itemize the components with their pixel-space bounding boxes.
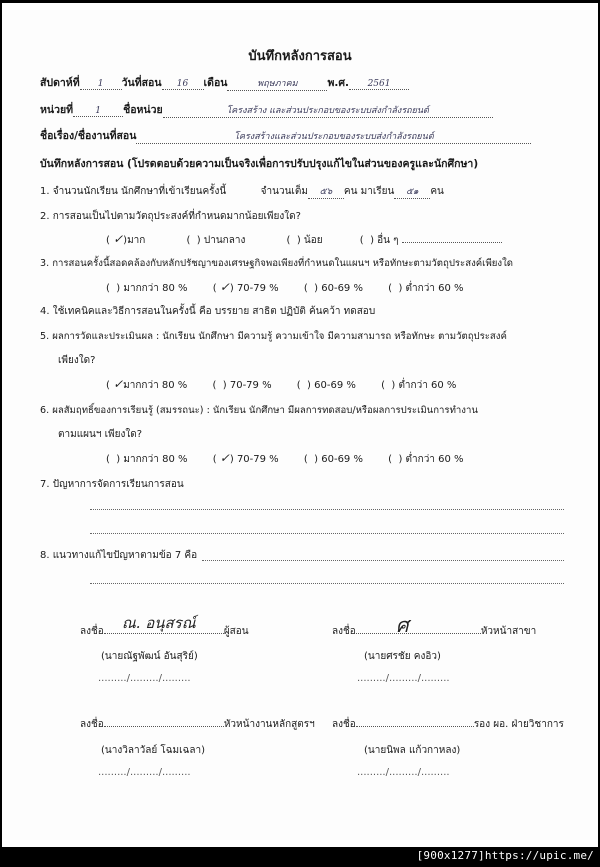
- q3-option-over80[interactable]: ( ) มากกว่า 80 %: [106, 283, 188, 294]
- q6-options: [106, 451, 486, 467]
- q7-text: 7. ปัญหาการจัดการเรียนการสอน: [40, 479, 184, 490]
- q8-answer-line-2[interactable]: [90, 583, 564, 584]
- unit-no-label: หน่วยที่: [40, 104, 74, 116]
- q7-answer-line-1[interactable]: [90, 509, 564, 510]
- curriculum-head-date[interactable]: ........./........./.........: [98, 767, 191, 778]
- q4-text: 4. ใช้เทคนิคและวิธีการสอนในครั้งนี้ คือ บรรยาย สาธิต ปฏิบัติ ค้นคว้า ทดสอบ: [40, 306, 376, 317]
- q1-full-value: ๕๖: [308, 184, 344, 199]
- unit-name-value: โครงสร้าง และส่วนประกอบของระบบส่งกำลังรถยนต์: [163, 103, 493, 118]
- q1-unit-2: คน: [430, 186, 444, 197]
- q6-option-over80[interactable]: ( ) มากกว่า 80 %: [106, 454, 188, 465]
- q6-option-70-79[interactable]: ( ✓) 70-79 %: [212, 451, 279, 465]
- q1-present-label: มาเรียน: [360, 186, 395, 197]
- q1-text: 1. จำนวนนักเรียน นักศึกษาที่เข้าเรียนครั้งนี้: [40, 186, 227, 197]
- q5-text: 5. ผลการวัดและประเมินผล : นักเรียน นักศึกษา มีความรู้ ความเข้าใจ มีความสามารถ หรือทักษะ ตามวัตถุประสงค์: [40, 331, 507, 342]
- deputy-director-name: (นายนิพล แก้วกาหลง): [364, 745, 461, 756]
- q2-options: [106, 232, 524, 248]
- q2-option-much[interactable]: ( ✓)มาก: [106, 232, 146, 246]
- year-value: 2561: [349, 79, 409, 90]
- section-heading: บันทึกหลังการสอน (โปรดตอบด้วยความเป็นจริงเพื่อการปรับปรุงแก้ไขในส่วนของครูและนักศึกษา): [40, 158, 479, 170]
- q5-option-under60[interactable]: ( ) ต่ำกว่า 60 %: [381, 380, 457, 391]
- q5-option-over80[interactable]: ( ✓มากกว่า 80 %: [106, 377, 188, 391]
- month-label: เดือน: [203, 77, 228, 89]
- question-1: [40, 184, 444, 199]
- q7-answer-line-2[interactable]: [90, 533, 564, 534]
- q5-text-cont: เพียงใด?: [58, 355, 96, 366]
- q1-full-label: จำนวนเต็ม: [260, 186, 308, 197]
- q1-unit-1: คน: [343, 186, 358, 197]
- q2-option-moderate[interactable]: ( ) ปานกลาง: [186, 235, 246, 246]
- q8-answer-line-1[interactable]: [202, 560, 564, 561]
- month-value: พฤษภาคม: [227, 76, 327, 91]
- header-row-unit: [40, 98, 493, 118]
- week-label: สัปดาห์ที่: [40, 77, 80, 89]
- signature-head-dept: ลงชื่อ ศ หัวหน้าสาขา: [332, 623, 536, 639]
- head-dept-signature: ศ: [395, 613, 409, 637]
- deputy-director-role: รอง ผอ. ฝ่ายวิชาการ: [473, 719, 564, 730]
- q6-option-60-69[interactable]: ( ) 60-69 %: [303, 454, 363, 465]
- q5-options: [106, 377, 478, 393]
- curriculum-head-name: (นางวิลาวัลย์ โฉมเฉลา): [101, 745, 206, 756]
- date-value: 16: [162, 79, 204, 90]
- teacher-date[interactable]: ........./........./.........: [98, 673, 191, 684]
- header-row-topic: [40, 124, 531, 144]
- q3-options: [106, 280, 486, 296]
- q5-option-60-69[interactable]: ( ) 60-69 %: [296, 380, 356, 391]
- watermark: [900x1277]https://upic.me/: [416, 849, 594, 862]
- topic-value: โครงสร้างและส่วนประกอบของระบบส่งกำลังรถยนต์: [136, 129, 531, 144]
- q6-option-under60[interactable]: ( ) ต่ำกว่า 60 %: [388, 454, 464, 465]
- teacher-role: ผู้สอน: [223, 626, 249, 637]
- q2-text: 2. การสอนเป็นไปตามวัตถุประสงค์ที่กำหนดมากน้อยเพียงใด?: [40, 211, 301, 222]
- head-dept-name: (นายศรชัย คงอิว): [364, 651, 441, 662]
- q5-option-70-79[interactable]: ( ) 70-79 %: [212, 380, 272, 391]
- deputy-director-date[interactable]: ........./........./.........: [357, 767, 450, 778]
- q3-option-60-69[interactable]: ( ) 60-69 %: [303, 283, 363, 294]
- q2-option-other[interactable]: ( ) อื่น ๆ: [360, 232, 502, 248]
- q6-text: 6. ผลสัมฤทธิ์ของการเรียนรู้ (สมรรถนะ) : นักเรียน นักศึกษา มีผลการทดสอบ/หรือผลการประเมินการทำงาน: [40, 405, 478, 416]
- year-label: พ.ศ.: [327, 77, 350, 89]
- topic-label: ชื่อเรื่อง/ชื่องานที่สอน: [40, 130, 137, 142]
- q6-text-cont: ตามแผนฯ เพียงใด?: [58, 429, 143, 440]
- teacher-signature: ณ. อนุสรณ์: [121, 614, 196, 632]
- signature-curriculum-head: ลงชื่อ หัวหน้างานหลักสูตรฯ: [80, 716, 315, 732]
- teacher-name: (นายณัฐพัฒน์ อันสุริย์): [101, 651, 198, 662]
- signature-teacher: ลงชื่อ ณ. อนุสรณ์ ผู้สอน: [80, 623, 249, 639]
- document-title: บันทึกหลังการสอน: [248, 49, 352, 64]
- q3-text: 3. การสอนครั้งนี้สอดคล้องกับหลักปรัชญาของเศรษฐกิจพอเพียงที่กำหนดในแผนฯ หรือทักษะตามวัตถุประสงค์เพียงใด: [40, 258, 513, 269]
- header-row-week: [40, 71, 409, 91]
- signature-deputy-director: ลงชื่อ รอง ผอ. ฝ่ายวิชาการ: [332, 716, 564, 732]
- week-value: 1: [80, 79, 122, 90]
- date-label: วันที่สอน: [121, 77, 162, 89]
- unit-no-value: 1: [73, 106, 123, 117]
- head-dept-date[interactable]: ........./........./.........: [357, 673, 450, 684]
- q8-text: 8. แนวทางแก้ไขปัญหาตามข้อ 7 คือ: [40, 550, 198, 561]
- q3-option-under60[interactable]: ( ) ต่ำกว่า 60 %: [388, 283, 464, 294]
- q3-option-70-79[interactable]: ( ✓) 70-79 %: [212, 280, 279, 294]
- q2-option-little[interactable]: ( ) น้อย: [286, 235, 323, 246]
- head-dept-role: หัวหน้าสาขา: [480, 626, 537, 637]
- document-page: [2, 3, 598, 847]
- unit-name-label: ชื่อหน่วย: [123, 104, 163, 116]
- q1-present-value: ๕๑: [394, 184, 430, 199]
- curriculum-head-role: หัวหน้างานหลักสูตรฯ: [223, 719, 315, 730]
